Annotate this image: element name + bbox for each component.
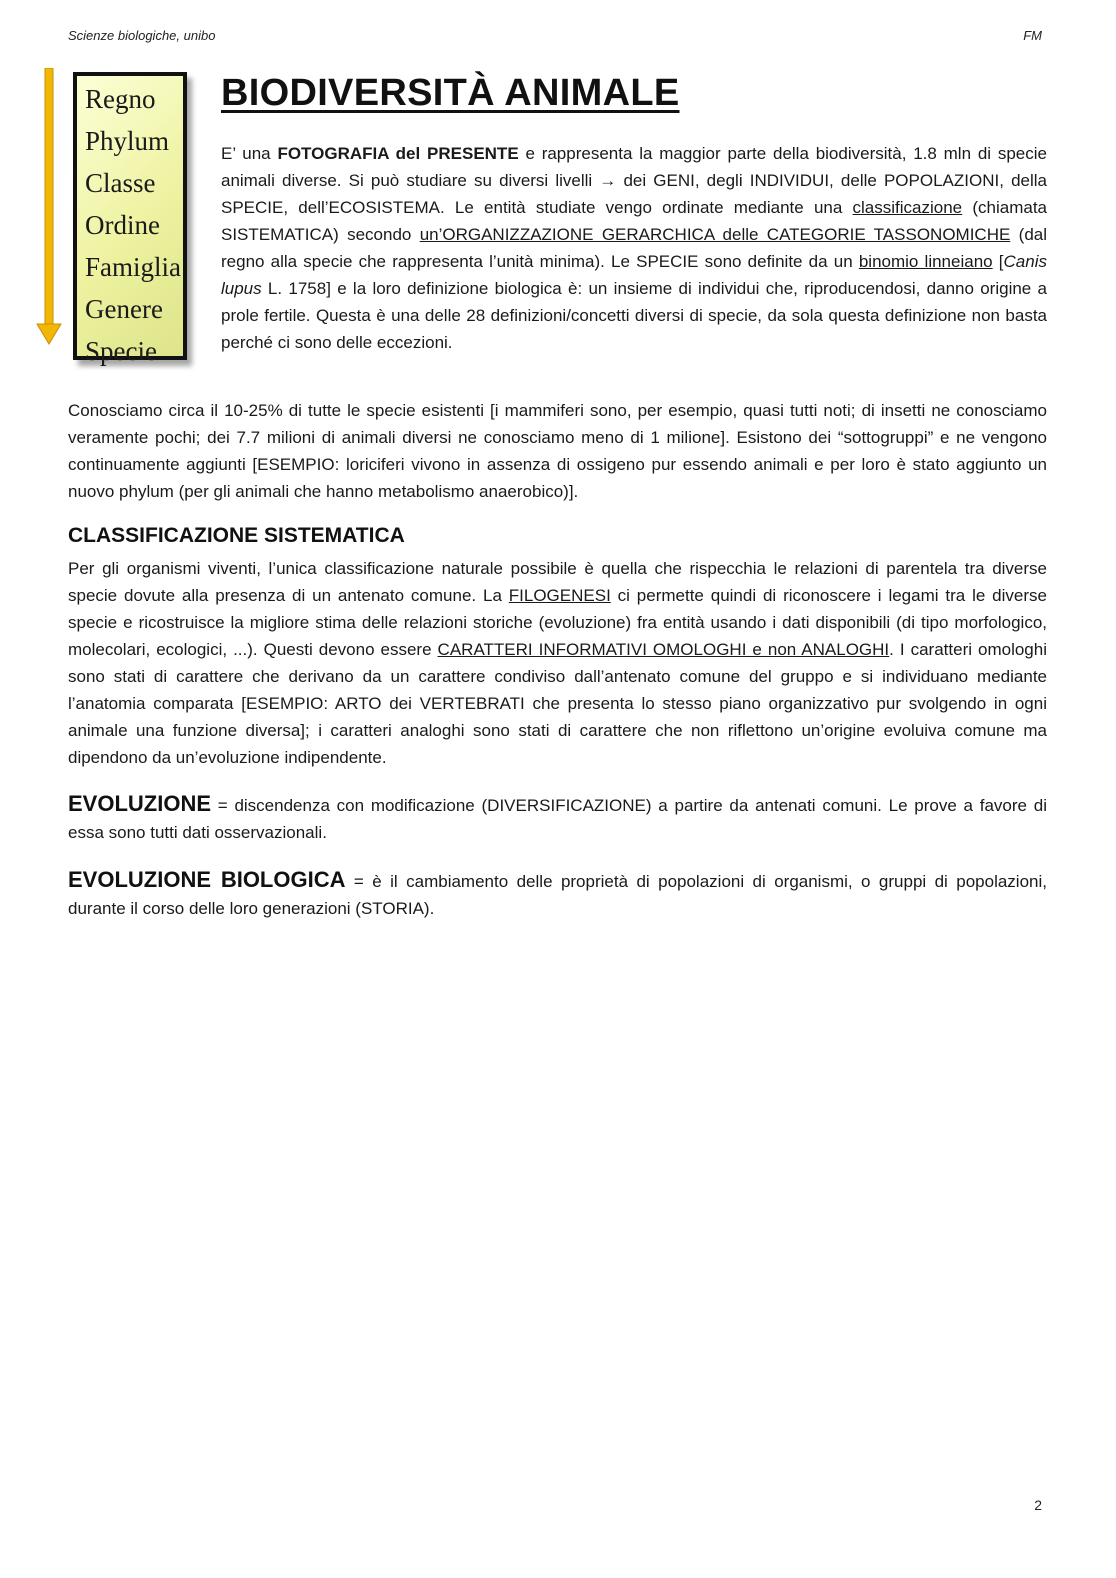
taxon-rank: Famiglia [85, 252, 181, 282]
taxon-rank: Ordine [85, 210, 160, 240]
section-heading-classification: CLASSIFICAZIONE SISTEMATICA [68, 524, 405, 547]
page-title: BIODIVERSITÀ ANIMALE [221, 72, 680, 114]
page-number: 2 [1034, 1497, 1042, 1513]
biological-evolution-definition: EVOLUZIONE BIOLOGICA = è il cambiamento delle proprietà di popolazioni di organismi, o gruppi di popolazioni, durante il corso delle loro generazioni (STORIA). [68, 867, 1047, 918]
evolution-term: EVOLUZIONE [68, 791, 212, 816]
taxonomy-ranks-image [73, 72, 187, 366]
species-count-paragraph: Conosciamo circa il 10-25% di tutte le specie esistenti [i mammiferi sono, per esempio, quasi tutti noti; di insetti ne conosciamo veramente pochi; dei 7.7 milioni di animali diversi ne conosciamo meno di 1 milione]. Esistono dei “sottogruppi” e ne vengono continuamente aggiunti [ESEMPIO: loriciferi vivono in assenza di ossigeno pur essendo animali e per loro è stato aggiunto un nuovo phylum (per gli animali che hanno metabolismo anaerobico)]. [68, 401, 1047, 501]
biological-evolution-term: EVOLUZIONE BIOLOGICA [68, 867, 346, 892]
evolution-definition: EVOLUZIONE = discendenza con modificazione (DIVERSIFICAZIONE) a partire da antenati comuni. Le prove a favore di essa sono tutti dati osservazionali. [68, 791, 1047, 842]
intro-paragraph: E’ una FOTOGRAFIA del PRESENTE e rappresenta la maggior parte della biodiversità, 1.8 mln di specie animali diverse. Si può studiare su diversi livelli → dei GENI, degli INDIVIDUI, delle POPOLAZIONI, della SPECIE, dell’ECOSISTEMA. Le entità studiate vengo ordinate mediante una classificazione (chiamata SISTEMATICA) secondo un’ORGANIZZAZIONE GERARCHICA delle CATEGORIE TASSONOMICHE (dal regno alla specie che rappresenta l’unità minima). Le SPECIE sono definite da un binomio linneiano [Canis lupus L. 1758] e la loro definizione biologica è: un insieme di individui che, riproducendosi, danno origine a prole fertile. Questa è una delle 28 definizioni/concetti diversi di specie, da sola questa definizione non basta perché ci sono delle eccezioni. [221, 144, 1048, 352]
header-course: Scienze biologiche, unibo [68, 28, 216, 43]
taxon-rank: Regno [85, 84, 156, 114]
down-arrow-icon [36, 68, 62, 348]
taxon-rank: Genere [85, 294, 163, 324]
classification-paragraph: Per gli organismi viventi, l’unica classificazione naturale possibile è quella che rispecchia le relazioni di parentela tra diverse specie dovute alla presenza di un antenato comune. La FILOGENESI ci permette quindi di riconoscere i legami tra le diverse specie e ricostruisce la migliore stima delle relazioni storiche (evoluzione) fra entità usando i dati disponibili (di tipo morfologico, molecolari, ecologici, ...). Questi devono essere CARATTERI INFORMATIVI OMOLOGHI e non ANALOGHI. I caratteri omologhi sono stati di carattere che derivano da un carattere condiviso dall’antenato comune del gruppo e si individuano mediante l’anatomia comparata [ESEMPIO: ARTO dei VERTEBRATI che presenta lo stesso piano organizzativo pur svolgendo in ogni animale una funzione diversa]; i caratteri analoghi sono stati di carattere che non riflettono un’origine evoluiva comune ma dipendono da un’evoluzione indipendente. [68, 559, 1047, 767]
taxon-rank: Classe [85, 168, 156, 198]
taxon-rank: Specie [85, 336, 157, 366]
taxon-rank: Phylum [85, 126, 170, 156]
header-author: FM [1023, 28, 1042, 43]
